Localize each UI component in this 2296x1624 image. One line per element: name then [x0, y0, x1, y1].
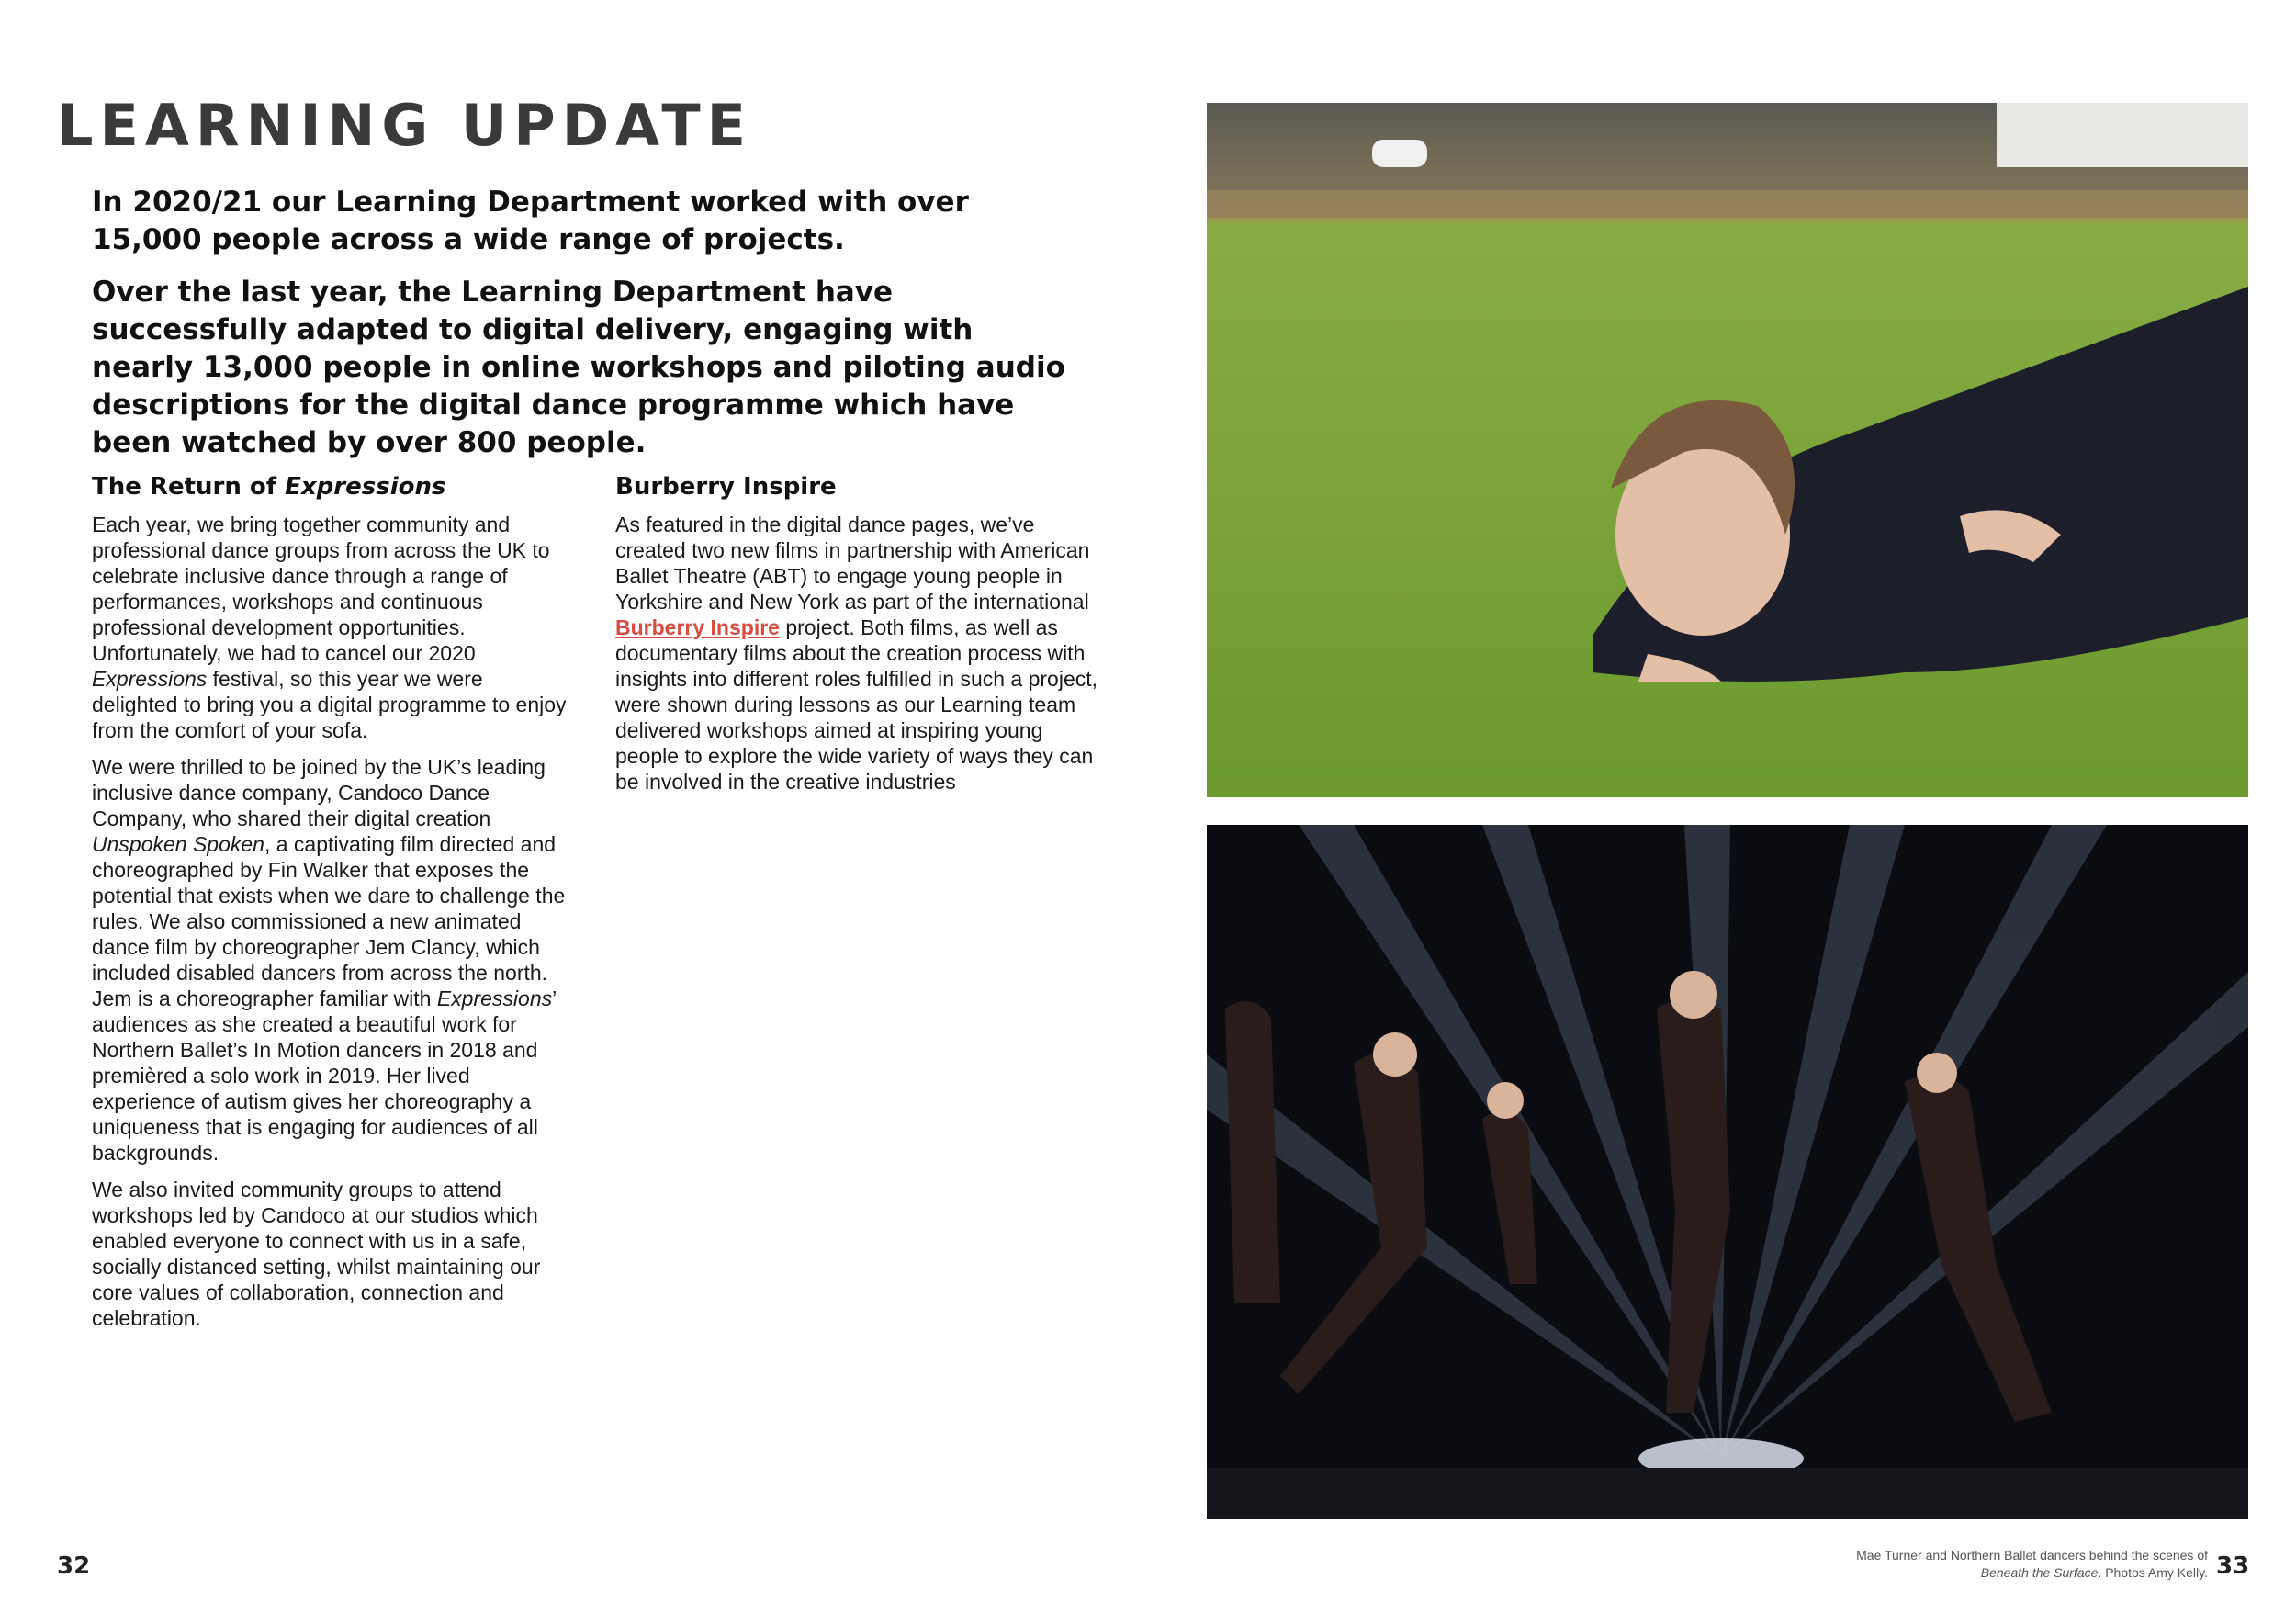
expressions-p2-italic-2: Expressions [436, 987, 553, 1010]
expressions-p1-italic: Expressions [92, 667, 208, 691]
page-number-right: 33 [2216, 1552, 2250, 1580]
expressions-p2-b: , a captivating film directed and choreographed by Fin Walker that exposes the potential that exists when we dare to challenge the rules. We also commissioned a new animated dance film by choreographer Jem Clancy, which included disabled dancers from across the north. Jem is a choreographer familiar with [92, 832, 566, 1010]
burberry-heading: Burberry Inspire [615, 473, 837, 501]
caption-italic: Beneath the Surface [1980, 1565, 2099, 1580]
burberry-paragraph-1 [615, 512, 1102, 795]
expressions-p1-b: festival, so this year we were delighted to bring you a digital programme to enjoy from the comfort of your sofa. [92, 667, 567, 742]
burberry-column [615, 471, 1102, 806]
expressions-heading-italic: Expressions [285, 473, 446, 501]
expressions-column [92, 471, 569, 1342]
expressions-heading [92, 471, 569, 502]
expressions-heading-prefix: The Return of [92, 473, 286, 501]
expressions-p2-italic-1: Unspoken Spoken [92, 832, 264, 856]
caption-credit: . Photos Amy Kelly. [2098, 1565, 2208, 1580]
intro-block [92, 184, 1084, 477]
expressions-paragraph-3: We also invited community groups to attend workshops led by Candoco at our studios which enabled everyone to connect with us in a safe, socially distanced setting, whilst maintaining our core values of collaboration, connection and celebration. [92, 1178, 541, 1330]
burberry-p1-a: As featured in the digital dance pages, we’ve created two new films in partnership with American Ballet Theatre (ABT) to engage young people in Yorkshire and New York as part of the international [615, 513, 1090, 614]
dancer-on-grass-photo [1207, 103, 2248, 797]
burberry-p1-b: project. Both films, as well as documentary films about the creation process with insights into different roles fulfilled in such a project, were shown during lessons as our Learning team delivered workshops aimed at inspiring young people to explore the wide variety of ways they can be involved in the creative industries [615, 615, 1098, 794]
photo-caption [1657, 1547, 2208, 1582]
expressions-p2-a: We were thrilled to be joined by the UK’s leading inclusive dance company, Candoco Dance Company, who shared their digital creation [92, 755, 546, 830]
expressions-paragraph-1 [92, 512, 569, 743]
caption-line-1: Mae Turner and Northern Ballet dancers behind the scenes of [1856, 1548, 2208, 1562]
dancers-on-stage-photo [1207, 825, 2248, 1519]
expressions-paragraph-2 [92, 754, 569, 1166]
page-number-left: 32 [57, 1552, 91, 1580]
burberry-inspire-link[interactable]: Burberry Inspire [615, 615, 780, 639]
caption-line-2 [1657, 1564, 2208, 1582]
expressions-p1-a: Each year, we bring together community and professional dance groups from across the UK to celebrate inclusive dance through a range of performances, workshops and continuous professional development opportunities. Unfortunately, we had to cancel our 2020 [92, 513, 550, 665]
intro-paragraph-1: In 2020/21 our Learning Department worked with over 15,000 people across a wide range of projects. [92, 186, 969, 256]
page-title: LEARNING UPDATE [57, 92, 752, 159]
expressions-p2-c: ’ audiences as she created a beautiful work for Northern Ballet’s In Motion dancers in 2018 and premièred a solo work in 2019. Her lived experience of autism gives her choreography a uniqueness that is engaging for audiences of all backgrounds. [92, 987, 557, 1165]
intro-paragraph-2: Over the last year, the Learning Department have successfully adapted to digital delivery, engaging with nearly 13,000 people in online workshops and piloting audio descriptions for the digital dance programme which have been watched by over 800 people. [92, 276, 1065, 459]
